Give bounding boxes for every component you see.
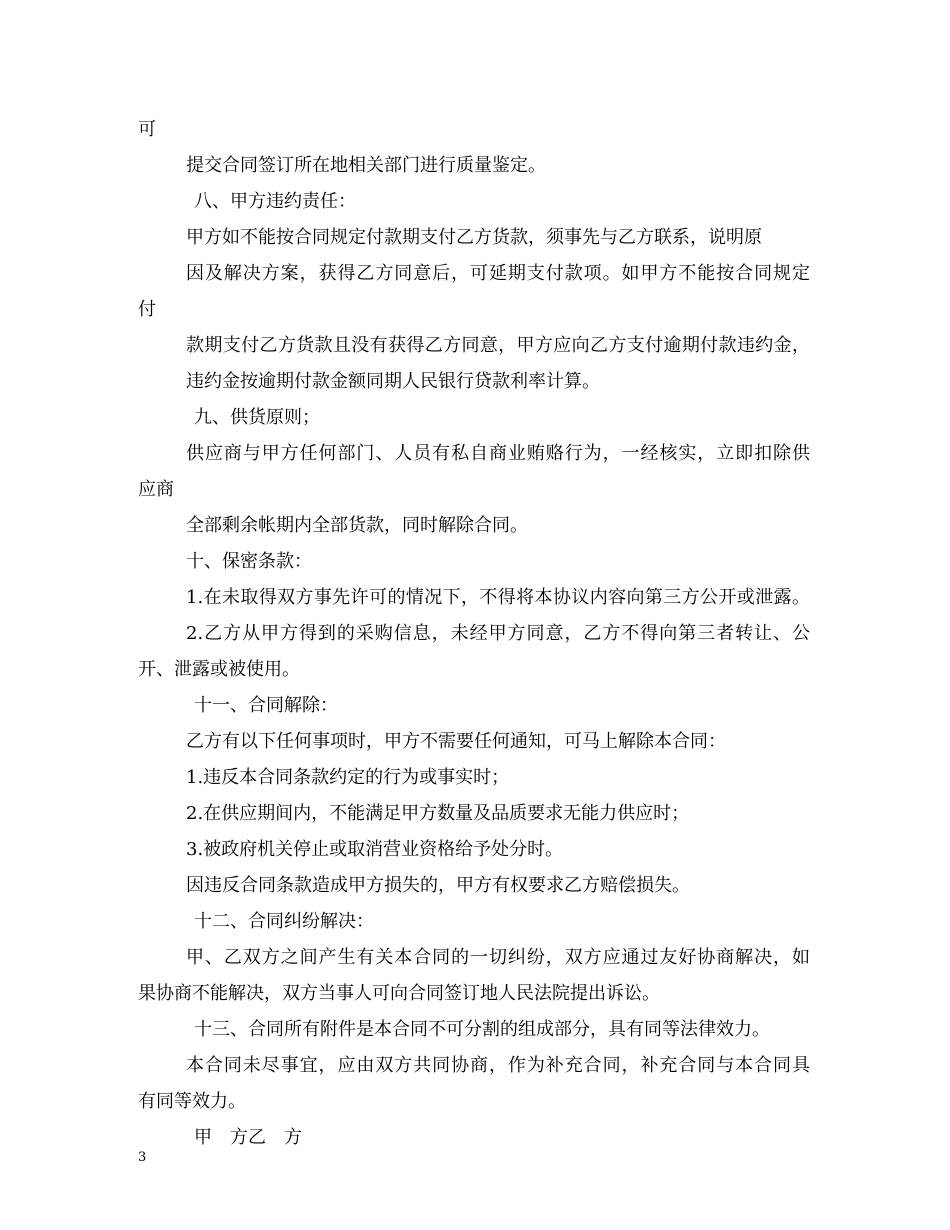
text-line: 提交合同签订所在地相关部门进行质量鉴定。 — [186, 155, 546, 176]
text-line: 甲、乙双方之间产生有关本合同的一切纠纷，双方应通过友好协商解决，如 — [186, 947, 810, 968]
text-line: 付 — [138, 299, 156, 320]
text-line: 有同等效力。 — [138, 1091, 246, 1112]
page-number: 3 — [138, 1150, 147, 1165]
section-heading: 十二、合同纠纷解决： — [194, 911, 374, 932]
section-heading: 十三、合同所有附件是本合同不可分割的组成部分，具有同等法律效力。 — [194, 1019, 770, 1040]
section-heading: 八、甲方违约责任： — [194, 191, 356, 212]
text-line: 可 — [138, 119, 156, 140]
text-line: 全部剩余帐期内全部货款，同时解除合同。 — [186, 515, 528, 536]
text-line: 供应商与甲方任何部门、人员有私自商业贿赂行为，一经核实，立即扣除供 — [186, 443, 810, 464]
text-line: 因及解决方案，获得乙方同意后，可延期支付款项。如甲方不能按合同规定 — [186, 263, 810, 284]
text-line: 1.违反本合同条款约定的行为或事实时； — [186, 767, 510, 788]
text-line: 款期支付乙方货款且没有获得乙方同意，甲方应向乙方支付逾期付款违约金， — [186, 335, 810, 356]
signature-line: 甲 方乙 方 — [194, 1127, 302, 1148]
text-line: 1.在未取得双方事先许可的情况下，不得将本协议内容向第三方公开或泄露。 — [186, 587, 810, 608]
section-heading: 十、保密条款： — [186, 551, 312, 572]
text-line: 因违反合同条款造成甲方损失的，甲方有权要求乙方赔偿损失。 — [186, 875, 690, 896]
text-line: 2.乙方从甲方得到的采购信息，未经甲方同意，乙方不得向第三者转让、公 — [186, 623, 810, 644]
text-line: 果协商不能解决，双方当事人可向合同签订地人民法院提出诉讼。 — [138, 983, 660, 1004]
section-heading: 十一、合同解除： — [194, 695, 338, 716]
text-line: 乙方有以下任何事项时，甲方不需要任何通知，可马上解除本合同： — [186, 731, 726, 752]
text-line: 开、泄露或被使用。 — [138, 659, 300, 680]
text-line: 违约金按逾期付款金额同期人民银行贷款利率计算。 — [186, 371, 600, 392]
text-line: 应商 — [138, 479, 174, 500]
text-line: 本合同未尽事宜，应由双方共同协商，作为补充合同，补充合同与本合同具 — [186, 1055, 810, 1076]
text-line: 3.被政府机关停止或取消营业资格给予处分时。 — [186, 839, 564, 860]
text-line: 2.在供应期间内，不能满足甲方数量及品质要求无能力供应时； — [186, 803, 690, 824]
text-line: 甲方如不能按合同规定付款期支付乙方货款，须事先与乙方联系，说明原 — [186, 227, 762, 248]
section-heading: 九、供货原则； — [194, 407, 320, 428]
